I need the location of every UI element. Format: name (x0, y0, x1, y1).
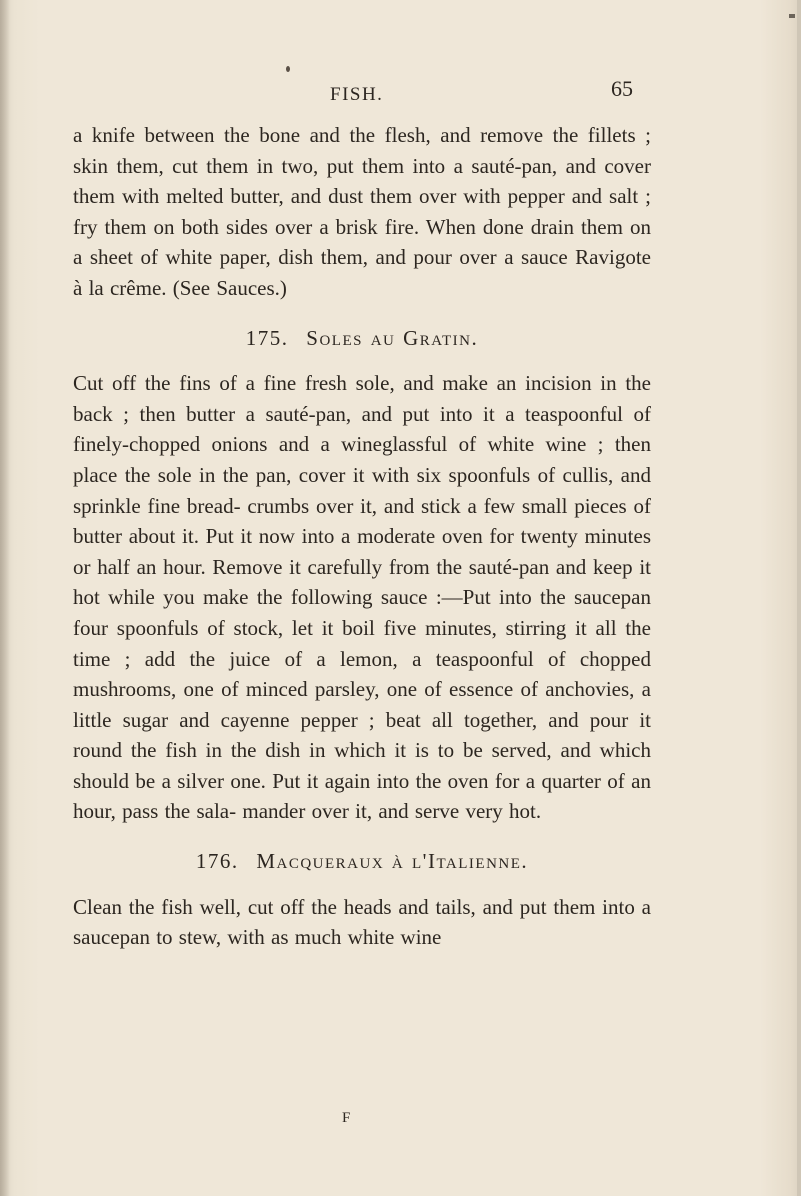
paragraph-continued: a knife between the bone and the flesh, and remove the fillets ; skin them, cut them in two, put them into a sauté-pan, and cover them with melted butter, and dust them over with pepper and salt ; fry them on both sides over a brisk fire. When done drain them on a sheet of white paper, dish them, and pour over a sauce Ravigote à la crême. (See Sauces.) (73, 123, 651, 300)
running-head-title: FISH. (330, 84, 384, 105)
ink-speck (286, 66, 290, 72)
recipe-heading-176 (73, 846, 651, 877)
paragraph-macqueraux: Clean the fish well, cut off the heads and tails, and put them into a saucepan to stew, with as much white wine (73, 894, 651, 950)
page-number: 65 (611, 76, 633, 101)
binding-shadow (0, 0, 10, 1196)
running-head (0, 76, 801, 110)
recipe-number: 175. (245, 325, 289, 350)
scan-mark (789, 14, 795, 18)
page-edge (797, 0, 801, 1196)
body-text (73, 120, 651, 953)
recipe-title: Soles au Gratin. (306, 325, 479, 350)
paragraph-soles-au-gratin: Cut off the fins of a fine fresh sole, and make an incision in the back ; then butter a sauté-pan, and put into it a teaspoonful of finely-chopped onions and a wineglassful of white wine ; then place the sole in the pan, cover it with six spoonfuls of cullis, and sprinkle fine bread- crumbs over it, and stick a few small pieces of butter about it. Put it now into a moderate oven for twenty minutes or half an hour. Remove it carefully from the sauté-pan and keep it hot while you make the following sauce :—Put into the saucepan four spoonfuls of stock, let it boil five minutes, stirring it all the time ; add the juice of a lemon, a teaspoonful of chopped mushrooms, one of minced parsley, one of essence of anchovies, a little sugar and cayenne pepper ; beat all together, and pour it round the fish in the dish in which it is to be served, and which should be a silver one. Put it again into the oven for a quarter of an hour, pass the sala- mander over it, and serve very hot. (73, 371, 651, 824)
signature-mark: F (342, 1110, 351, 1126)
recipe-heading-175 (73, 323, 651, 354)
recipe-number: 176. (195, 849, 239, 874)
recipe-title: Macqueraux à l'Italienne. (256, 849, 529, 874)
